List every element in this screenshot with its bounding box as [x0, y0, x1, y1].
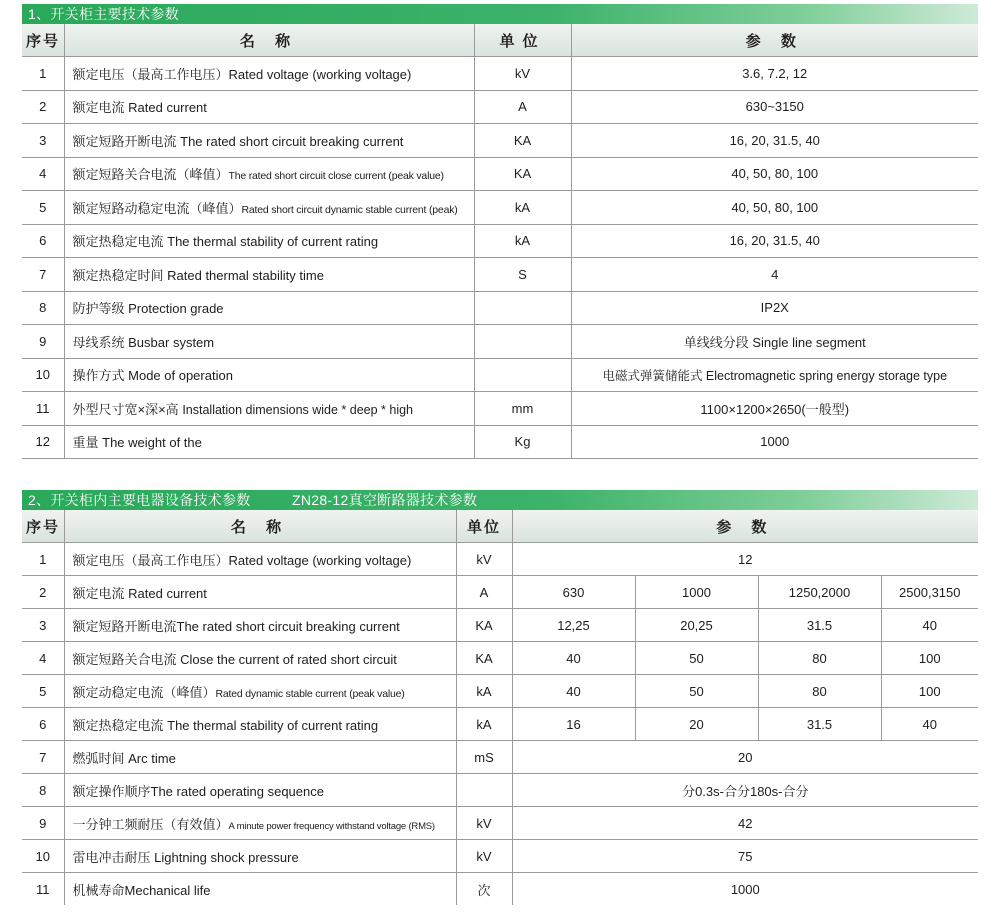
row-value: 单线线分段 Single line segment [571, 325, 978, 359]
row-number: 6 [22, 224, 64, 258]
row-name-en: Mode of operation [128, 368, 233, 384]
row-value-4: 40 [881, 708, 978, 741]
table-row [22, 675, 978, 708]
row-name [64, 774, 456, 807]
row-number: 3 [22, 124, 64, 158]
row-value: 1000 [571, 425, 978, 459]
table-row [22, 291, 978, 325]
row-value-2: 50 [635, 642, 758, 675]
row-value-1: 630 [512, 576, 635, 609]
row-name [64, 157, 474, 191]
row-name-en: Arc time [128, 750, 176, 766]
row-name [64, 191, 474, 225]
row-name-cn: 机械寿命 [72, 882, 125, 898]
row-unit: kV [456, 840, 512, 873]
row-name [64, 708, 456, 741]
row-value: 1100×1200×2650(一般型) [571, 392, 978, 426]
row-value: 40, 50, 80, 100 [571, 191, 978, 225]
row-name-cn: 雷电冲击耐压 [72, 849, 151, 865]
row-name-en: Rated short circuit dynamic stable current (peak) [241, 203, 458, 216]
breaker-parameters-table [22, 510, 978, 905]
row-number: 1 [22, 57, 64, 91]
row-name-cn: 母线系统 [72, 334, 125, 350]
table-row [22, 543, 978, 576]
row-unit: Kg [474, 425, 571, 459]
row-number: 4 [22, 157, 64, 191]
row-name-cn: 额定操作顺序 [72, 783, 151, 799]
section-2-title: 2、开关柜内主要电器设备技术参数 [28, 492, 251, 508]
row-value-3: 1250,2000 [758, 576, 881, 609]
row-name-en: Lightning shock pressure [154, 849, 299, 865]
row-unit: kV [456, 807, 512, 840]
row-unit: KA [456, 642, 512, 675]
row-number: 2 [22, 576, 64, 609]
section-2-header-bar [22, 490, 978, 510]
row-name-en: Rated current [128, 100, 207, 116]
row-name-cn: 燃弧时间 [72, 750, 125, 766]
row-unit: A [474, 90, 571, 124]
row-unit [456, 774, 512, 807]
row-number: 7 [22, 258, 64, 292]
row-value-1: 12,25 [512, 609, 635, 642]
table-row [22, 124, 978, 158]
table-row [22, 840, 978, 873]
row-name-en: Rated voltage (working voltage) [228, 66, 412, 82]
row-value-1: 40 [512, 675, 635, 708]
row-number: 12 [22, 425, 64, 459]
row-value-3: 31.5 [758, 609, 881, 642]
table-row [22, 224, 978, 258]
row-number: 4 [22, 642, 64, 675]
row-name-en: The rated short circuit close current (peak value) [228, 170, 444, 183]
row-number: 11 [22, 873, 64, 906]
table-row [22, 425, 978, 459]
row-name-cn: 操作方式 [72, 368, 125, 384]
row-name-cn: 外型尺寸宽×深×高 [72, 401, 179, 417]
row-unit: 次 [456, 873, 512, 906]
row-number: 1 [22, 543, 64, 576]
row-unit [474, 358, 571, 392]
table-row [22, 642, 978, 675]
table-row [22, 57, 978, 91]
row-unit: mm [474, 392, 571, 426]
table-row [22, 774, 978, 807]
row-name-cn: 防护等级 [72, 301, 125, 317]
row-number: 5 [22, 191, 64, 225]
row-number: 8 [22, 291, 64, 325]
row-name-cn: 额定短路开断电流 [72, 618, 177, 634]
row-number: 8 [22, 774, 64, 807]
row-value: 电磁式弹簧储能式 Electromagnetic spring energy storage type [571, 358, 978, 392]
row-unit: kV [456, 543, 512, 576]
row-name [64, 291, 474, 325]
row-number: 3 [22, 609, 64, 642]
row-value-1: 40 [512, 642, 635, 675]
row-number: 7 [22, 741, 64, 774]
row-value-3: 31.5 [758, 708, 881, 741]
row-value-4: 40 [881, 609, 978, 642]
header-serial-number: 序号 [22, 510, 64, 543]
row-name [64, 741, 456, 774]
row-value-2: 20,25 [635, 609, 758, 642]
row-name [64, 807, 456, 840]
row-name-en: Rated voltage (working voltage) [228, 552, 412, 568]
row-name [64, 873, 456, 906]
row-value-2: 20 [635, 708, 758, 741]
row-name-en: The thermal stability of current rating [167, 234, 379, 250]
row-name [64, 576, 456, 609]
row-unit: KA [456, 609, 512, 642]
row-unit [474, 325, 571, 359]
row-value-3: 80 [758, 642, 881, 675]
table-row [22, 325, 978, 359]
table-header-row [22, 510, 978, 543]
table-row [22, 807, 978, 840]
row-value: 16, 20, 31.5, 40 [571, 224, 978, 258]
row-unit: kA [456, 708, 512, 741]
row-value: 12 [512, 543, 978, 576]
row-name-en: Rated dynamic stable current (peak value) [215, 687, 405, 700]
section-1-header-bar [22, 4, 978, 24]
row-name [64, 90, 474, 124]
row-value: 75 [512, 840, 978, 873]
row-name [64, 325, 474, 359]
row-name-en: Rated thermal stability time [167, 267, 324, 283]
row-name-en: Protection grade [128, 301, 224, 317]
row-value: IP2X [571, 291, 978, 325]
row-name-cn: 额定短路关合电流（峰值） [72, 167, 229, 183]
switchgear-parameters-table [22, 24, 978, 459]
row-name-cn: 额定电压（最高工作电压） [72, 552, 229, 568]
header-parameters: 参 数 [512, 510, 978, 543]
row-unit [474, 291, 571, 325]
row-value: 42 [512, 807, 978, 840]
row-unit: kA [474, 191, 571, 225]
row-name-en: Busbar system [128, 334, 215, 350]
row-name-en: The rated short circuit breaking current [180, 133, 404, 149]
row-number: 2 [22, 90, 64, 124]
row-name [64, 675, 456, 708]
row-number: 5 [22, 675, 64, 708]
row-number: 10 [22, 840, 64, 873]
row-unit: kV [474, 57, 571, 91]
row-value: 1000 [730, 881, 760, 897]
row-name-cn: 额定热稳定电流 [72, 717, 164, 733]
row-name [64, 609, 456, 642]
row-name [64, 124, 474, 158]
row-value: 40, 50, 80, 100 [571, 157, 978, 191]
table-row [22, 258, 978, 292]
row-value: 分0.3s-合分180s-合分 [512, 774, 978, 807]
row-value: 3.6, 7.2, 12 [571, 57, 978, 91]
table-row [22, 609, 978, 642]
row-name-cn: 额定动稳定电流（峰值） [72, 684, 216, 700]
row-name-cn: 重量 [72, 435, 99, 451]
row-unit: kA [474, 224, 571, 258]
table-row [22, 191, 978, 225]
row-name-cn: 额定电压（最高工作电压） [72, 66, 229, 82]
row-name-en: The rated operating sequence [150, 783, 324, 799]
row-name [64, 258, 474, 292]
row-value: 4 [571, 258, 978, 292]
row-value-4: 100 [881, 642, 978, 675]
row-value-4: 100 [881, 675, 978, 708]
table-header-row [22, 24, 978, 57]
row-number: 10 [22, 358, 64, 392]
row-value-2: 1000 [635, 576, 758, 609]
table-row [22, 358, 978, 392]
row-name-cn: 额定短路开断电流 [72, 133, 177, 149]
row-name-en: Rated current [128, 585, 207, 601]
row-name [64, 57, 474, 91]
row-value: 16, 20, 31.5, 40 [571, 124, 978, 158]
row-name-cn: 额定短路关合电流 [72, 651, 177, 667]
section-2-subtitle: ZN28-12真空断路器技术参数 [292, 492, 478, 508]
row-unit: KA [474, 124, 571, 158]
table-row [22, 90, 978, 124]
row-name-en: The thermal stability of current rating [167, 717, 379, 733]
row-value-1: 16 [512, 708, 635, 741]
row-name-cn: 额定热稳定时间 [72, 267, 164, 283]
section-1-title: 1、开关柜主要技术参数 [28, 6, 180, 22]
row-value: 20 [512, 741, 978, 774]
row-name-cn: 额定热稳定电流 [72, 234, 164, 250]
row-name [64, 642, 456, 675]
header-name: 名 称 [64, 510, 456, 543]
row-value: 630~3150 [571, 90, 978, 124]
row-value-3: 80 [758, 675, 881, 708]
breaker-parameters-section [22, 490, 978, 905]
row-name-en: Close the current of rated short circuit [180, 651, 397, 667]
row-name-cn: 额定电流 [72, 585, 125, 601]
row-name-en: The rated short circuit breaking current [176, 618, 400, 634]
header-unit: 单位 [474, 24, 571, 57]
row-unit: KA [474, 157, 571, 191]
row-value-2: 50 [635, 675, 758, 708]
row-name-cn: 额定短路动稳定电流（峰值） [72, 200, 242, 216]
row-unit: A [456, 576, 512, 609]
row-name [64, 840, 456, 873]
table-row [22, 392, 978, 426]
table-row [22, 157, 978, 191]
row-name-en: Mechanical life [124, 882, 211, 898]
row-name [64, 543, 456, 576]
row-number: 6 [22, 708, 64, 741]
row-number: 9 [22, 807, 64, 840]
row-name [64, 425, 474, 459]
row-name [64, 392, 474, 426]
header-name: 名 称 [64, 24, 474, 57]
row-name [64, 224, 474, 258]
row-name [64, 358, 474, 392]
row-number: 11 [22, 392, 64, 426]
switchgear-parameters-section [22, 4, 978, 459]
table-row [22, 741, 978, 774]
row-value-4: 2500,3150 [881, 576, 978, 609]
row-unit: kA [456, 675, 512, 708]
row-unit: mS [456, 741, 512, 774]
table-row [22, 873, 978, 906]
row-name-en: Installation dimensions wide * deep * high [182, 402, 414, 417]
row-name-en: A minute power frequency withstand voltage (RMS) [228, 820, 435, 832]
row-name-cn: 额定电流 [72, 100, 125, 116]
table-row [22, 576, 978, 609]
header-unit: 单位 [456, 510, 512, 543]
row-name-en: The weight of the [102, 435, 202, 451]
header-parameters: 参 数 [571, 24, 978, 57]
row-number: 9 [22, 325, 64, 359]
row-name-cn: 一分钟工频耐压（有效值） [72, 816, 229, 832]
table-row [22, 708, 978, 741]
row-unit: S [474, 258, 571, 292]
header-serial-number: 序号 [22, 24, 64, 57]
